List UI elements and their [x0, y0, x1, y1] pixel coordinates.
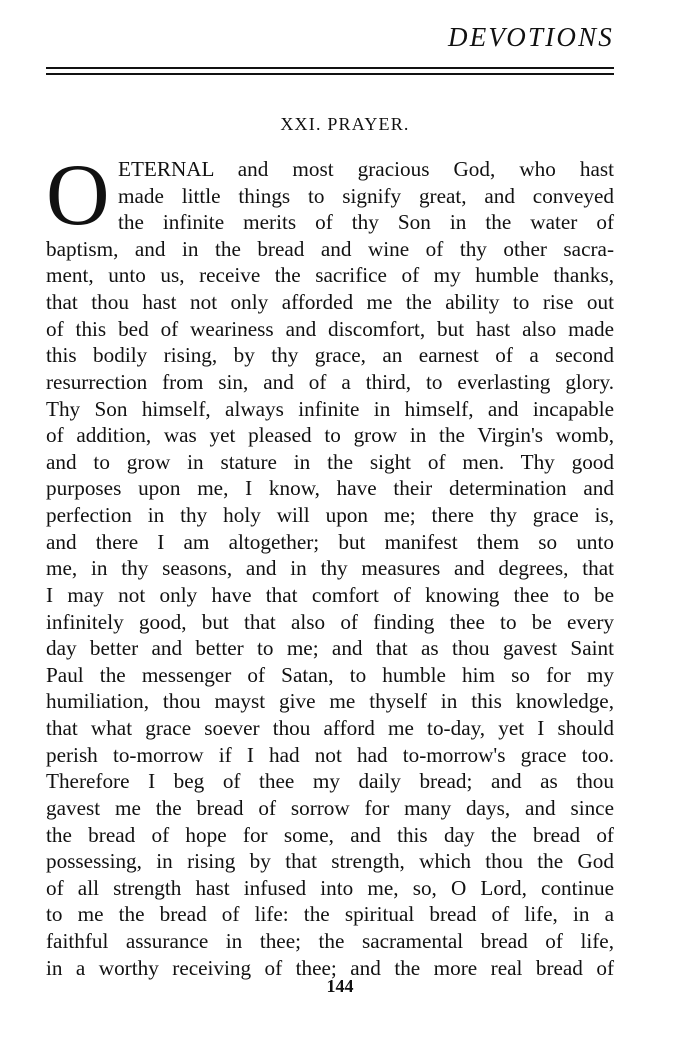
text-line: humiliation, thou mayst give me thyself in this knowledge,: [46, 689, 614, 714]
text-line: Therefore I beg of thee my daily bread; and as thou: [46, 769, 614, 794]
text-line: this bodily rising, by thy grace, an earnest of a second: [46, 343, 614, 368]
header-rule-top: [46, 67, 614, 69]
text-line: day better and better to me; and that as thou gavest Saint: [46, 636, 614, 661]
text-line: to me the bread of life: the spiritual bread of life, in a: [46, 902, 614, 927]
text-line: baptism, and in the bread and wine of thy other sacra-: [46, 236, 614, 261]
text-line: Thy Son himself, always infinite in himself, and incapable: [46, 396, 614, 421]
text-line: perish to-morrow if I had not had to-morrow's grace too.: [46, 742, 614, 767]
text-line: Paul the messenger of Satan, to humble him so for my: [46, 662, 614, 687]
text-line: me, in thy seasons, and in thy measures and degrees, that: [46, 556, 614, 581]
text-line: and there I am altogether; but manifest them so unto: [46, 529, 614, 554]
text-line: purposes upon me, I know, have their determination and: [46, 476, 614, 501]
text-line: in a worthy receiving of thee; and the more real bread of: [46, 955, 614, 980]
text-line: resurrection from sin, and of a third, to everlasting glory.: [46, 369, 614, 394]
text-line: I may not only have that comfort of knowing thee to be: [46, 582, 614, 607]
text-line: of addition, was yet pleased to grow in the Virgin's womb,: [46, 423, 614, 448]
section-title: XXI. PRAYER.: [280, 114, 410, 134]
page-number: 144: [326, 976, 354, 996]
drop-cap: O: [46, 147, 110, 244]
text-line: that what grace soever thou afford me to-day, yet I should: [46, 716, 614, 741]
text-line: the infinite merits of thy Son in the water of: [118, 210, 614, 235]
text-line: that thou hast not only afforded me the ability to rise out: [46, 290, 614, 315]
running-head: DEVOTIONS: [448, 22, 614, 52]
text-line: infinitely good, but that also of finding thee to be every: [46, 609, 614, 634]
text-line: the bread of hope for some, and this day the bread of: [46, 822, 614, 847]
text-line: ETERNAL and most gracious God, who hast: [118, 157, 614, 181]
text-line: faithful assurance in thee; the sacramental bread of life,: [46, 928, 614, 953]
text-line: possessing, in rising by that strength, which thou the God: [46, 849, 614, 874]
text-line: made little things to signify great, and conveyed: [118, 183, 614, 208]
text-line: perfection in thy holy will upon me; there thy grace is,: [46, 503, 614, 528]
text-line: gavest me the bread of sorrow for many days, and since: [46, 795, 614, 820]
header-rule-bottom: [46, 73, 614, 75]
text-line: and to grow in stature in the sight of men. Thy good: [46, 449, 614, 474]
text-line: of all strength hast infused into me, so, O Lord, continue: [46, 875, 614, 900]
text-line: ment, unto us, receive the sacrifice of my humble thanks,: [46, 263, 614, 288]
text-line: of this bed of weariness and discomfort, but hast also made: [46, 316, 614, 341]
